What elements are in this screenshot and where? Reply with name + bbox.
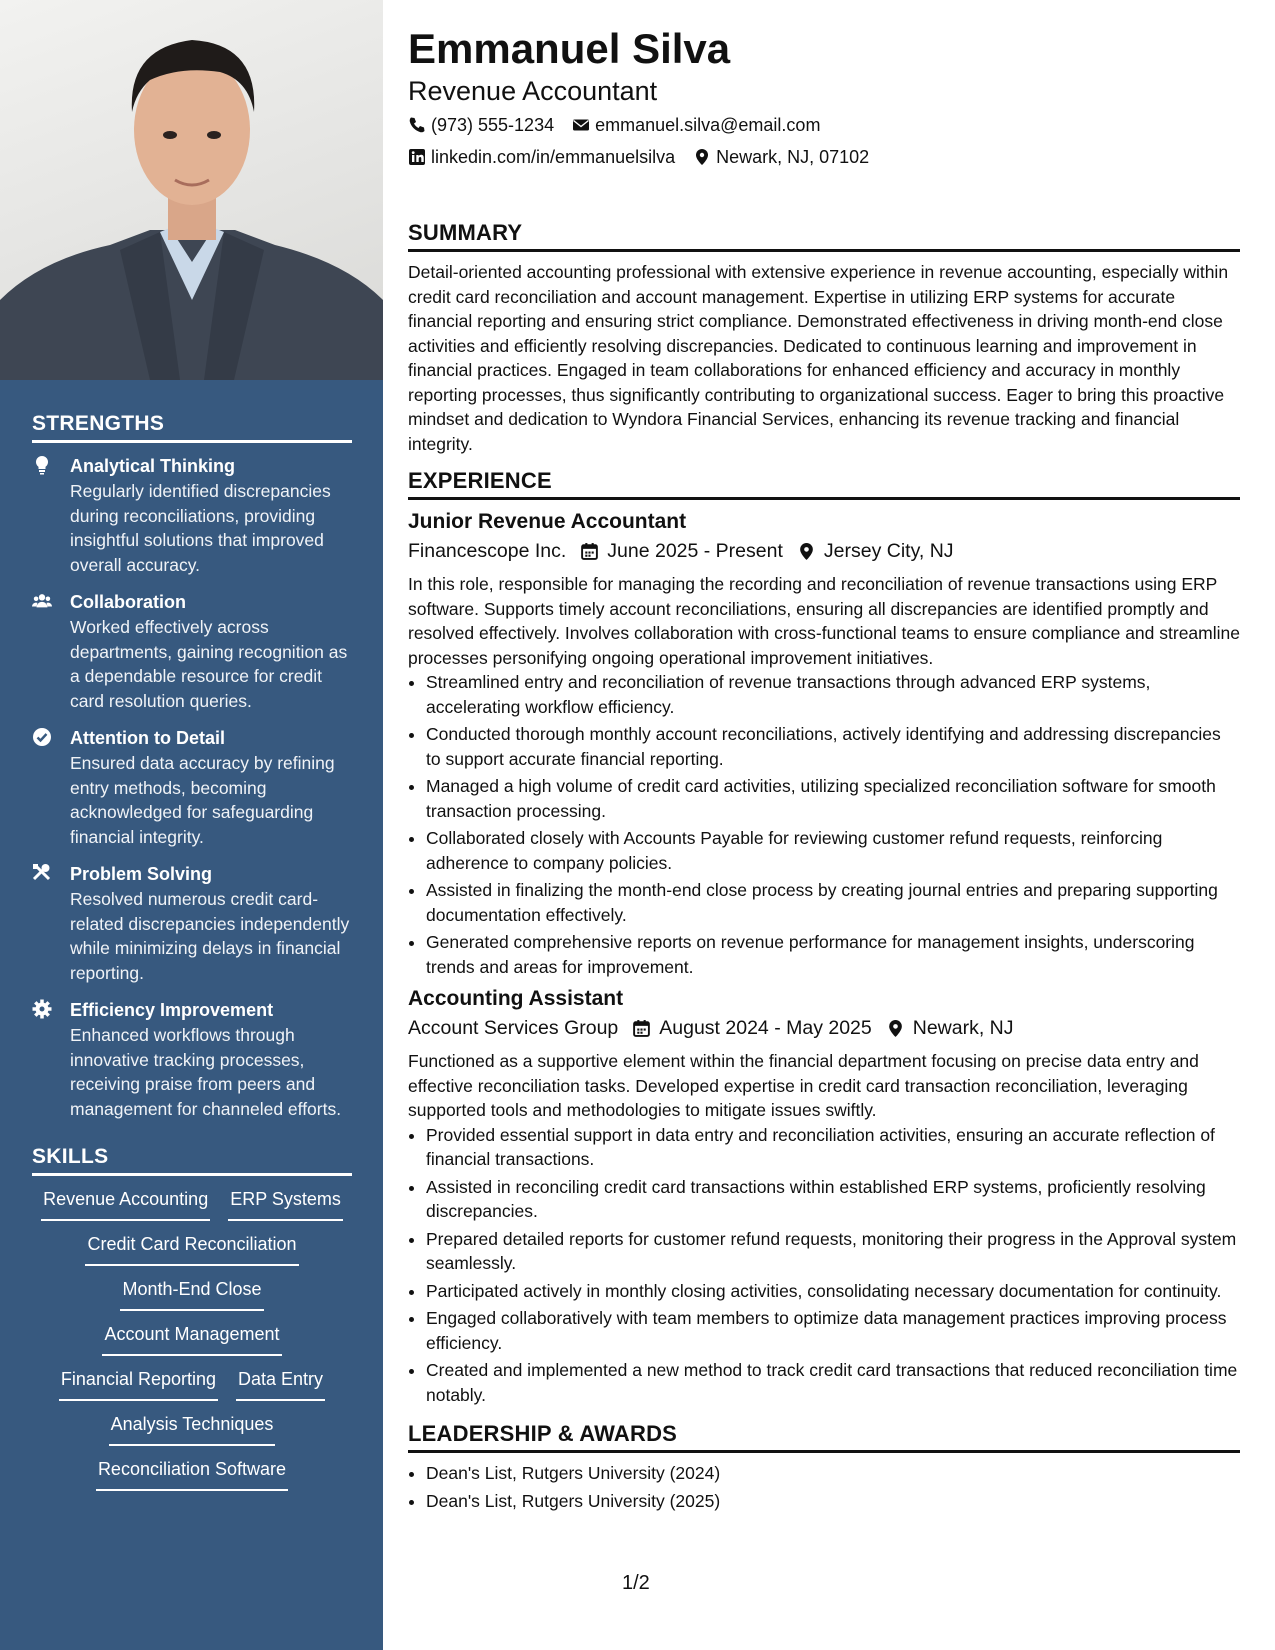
skill-tag: Analysis Techniques [109, 1411, 276, 1446]
strength-item [32, 861, 352, 985]
skill-tag: Revenue Accounting [41, 1186, 210, 1221]
location-contact [693, 142, 869, 172]
award-item: • Dean's List, Rutgers University (2024) [426, 1461, 1240, 1486]
strength-desc: Worked effectively across departments, gaining recognition as a dependable resource for credit card resolution queries. [70, 617, 348, 711]
skills-section [32, 1145, 352, 1491]
skill-tag: Financial Reporting [59, 1366, 218, 1401]
summary-section [408, 220, 1240, 456]
summary-heading: SUMMARY [408, 220, 1240, 252]
candidate-name: Emmanuel Silva [408, 25, 731, 72]
contact-row [408, 110, 1240, 140]
bullet-item: • Assisted in reconciling credit card transactions within established ERP systems, proficiently resolving discrepancies. [426, 1175, 1240, 1224]
skill-tag: Reconciliation Software [96, 1456, 288, 1491]
awards-section [408, 1421, 1240, 1513]
strength-title: Collaboration [70, 592, 186, 612]
strength-desc: Regularly identified discrepancies during reconciliations, providing insightful solutions that improved overall accuracy. [70, 481, 331, 575]
bullet-item: • Collaborated closely with Accounts Payable for reviewing customer refund requests, reinforcing adherence to company policies. [426, 826, 1240, 875]
job-bullets [408, 670, 1240, 979]
job-dates [632, 1013, 871, 1043]
job-location [886, 1013, 1014, 1043]
envelope-icon [572, 116, 590, 134]
job-meta [408, 536, 1240, 566]
bullet-item: • Conducted thorough monthly account reconciliations, actively identifying and addressing discrepancies to support accurate financial reporting. [426, 722, 1240, 771]
job-entry [408, 985, 1240, 1407]
job-description: Functioned as a supportive element within the financial department focusing on precise data entry and effective reconciliation tasks. Developed expertise in credit card transaction reconciliation, leveraging supported tools and methodologies to mitigate issues swiftly. [408, 1051, 1199, 1120]
skill-tag: Account Management [102, 1321, 281, 1356]
job-title: Accounting Assistant [408, 987, 624, 1010]
job-dates-text: August 2024 - May 2025 [659, 1017, 872, 1039]
map-pin-icon [886, 1019, 905, 1038]
skills-heading: SKILLS [32, 1145, 352, 1176]
summary-text: Detail-oriented accounting professional with extensive experience in revenue accounting, especially within credit card reconciliation and account management. Expertise in utilizing ERP systems for accurate financial reporting and ensuring strict compliance. Demonstrated effectiveness in driving month-end close activities and efficiently resolving discrepancies. Dedicated to continuous learning and improvement in financial practices. Engaged in team collaborations for enhanced efficiency and accuracy in monthly reporting processes, thus significantly contributing to organizational success. Eager to bring this proactive mindset and dedication to Wyndora Financial Services, enhancing its revenue tracking and financial integrity. [408, 262, 1229, 454]
lightbulb-icon [32, 453, 70, 577]
users-icon [32, 589, 70, 713]
contact-row [408, 142, 1240, 172]
map-pin-icon [693, 148, 711, 166]
job-title: Junior Revenue Accountant [408, 510, 687, 533]
linkedin-text: linkedin.com/in/emmanuelsilva [431, 147, 676, 167]
candidate-role: Revenue Accountant [408, 76, 658, 106]
job-entry [408, 508, 1240, 979]
page-number: 1/2 [622, 1572, 650, 1594]
calendar-icon [580, 542, 599, 561]
job-dates [580, 536, 783, 566]
linkedin-contact[interactable] [408, 142, 675, 172]
job-description: In this role, responsible for managing the recording and reconciliation of revenue transactions using ERP software. Supports timely account reconciliations, ensuring all discrepancies are identified promptly and resolved effectively. Involves collaboration with cross-functional teams to ensure compliance and streamline processes personifying ongoing operational improvement initiatives. [408, 574, 1240, 668]
bullet-item: • Streamlined entry and reconciliation of revenue transactions through advanced ERP systems, accelerating workflow efficiency. [426, 670, 1240, 719]
job-meta [408, 1013, 1240, 1043]
strength-title: Problem Solving [70, 864, 213, 884]
strength-desc: Ensured data accuracy by refining entry methods, becoming acknowledged for safeguarding financial integrity. [70, 753, 335, 847]
job-company: Account Services Group [408, 1017, 619, 1039]
strength-item [32, 453, 352, 577]
experience-section [408, 468, 1240, 1407]
strength-item [32, 725, 352, 849]
location-text: Newark, NJ, 07102 [716, 147, 870, 167]
tools-icon [32, 861, 70, 985]
email-contact[interactable] [572, 110, 820, 140]
experience-heading: EXPERIENCE [408, 468, 1240, 500]
bullet-item: • Provided essential support in data entry and reconciliation activities, ensuring an accurate reflection of financial transactions. [426, 1123, 1240, 1172]
linkedin-icon [408, 148, 426, 166]
skill-tag: ERP Systems [228, 1186, 343, 1221]
bullet-item: • Generated comprehensive reports on revenue performance for management insights, underscoring trends and areas for improvement. [426, 930, 1240, 979]
job-dates-text: June 2025 - Present [607, 540, 783, 562]
check-circle-icon [32, 725, 70, 849]
bullet-item: • Engaged collaboratively with team members to optimize data management practices improving process efficiency. [426, 1306, 1240, 1355]
skill-tag: Month-End Close [120, 1276, 263, 1311]
strength-title: Analytical Thinking [70, 456, 236, 476]
strength-item [32, 589, 352, 713]
skill-tag: Credit Card Reconciliation [85, 1231, 298, 1266]
phone-icon [408, 116, 426, 134]
bullet-item: • Assisted in finalizing the month-end close process by creating journal entries and preparing supporting documentation effectively. [426, 878, 1240, 927]
bullet-item: • Created and implemented a new method to track credit card transactions that reduced reconciliation time notably. [426, 1358, 1240, 1407]
job-location [797, 536, 954, 566]
job-company: Financescope Inc. [408, 540, 567, 562]
gear-icon [32, 997, 70, 1121]
strength-title: Attention to Detail [70, 728, 225, 748]
phone-text: (973) 555-1234 [431, 115, 555, 135]
main-content [408, 0, 1240, 1516]
job-location-text: Jersey City, NJ [823, 540, 954, 562]
portrait-image [0, 0, 383, 380]
skill-tag: Data Entry [236, 1366, 325, 1401]
strength-desc: Resolved numerous credit card-related discrepancies independently while minimizing delays in financial reporting. [70, 889, 350, 983]
strengths-heading: STRENGTHS [32, 412, 352, 443]
map-pin-icon [797, 542, 816, 561]
email-text: emmanuel.silva@email.com [595, 115, 821, 135]
sidebar [0, 0, 383, 1650]
bullet-item: • Prepared detailed reports for customer refund requests, monitoring their progress in the Approval system seamlessly. [426, 1227, 1240, 1276]
strength-title: Efficiency Improvement [70, 1000, 274, 1020]
bullet-item: • Managed a high volume of credit card activities, utilizing specialized reconciliation software for smooth transaction processing. [426, 774, 1240, 823]
calendar-icon [632, 1019, 651, 1038]
bullet-item: • Participated actively in monthly closing activities, consolidating necessary documentation for continuity. [426, 1279, 1240, 1304]
job-bullets [408, 1123, 1240, 1408]
awards-list [408, 1461, 1240, 1513]
phone-contact[interactable] [408, 110, 554, 140]
strength-item [32, 997, 352, 1121]
award-item: • Dean's List, Rutgers University (2025) [426, 1489, 1240, 1514]
strength-desc: Enhanced workflows through innovative tracking processes, receiving praise from peers and management for channeled efforts. [70, 1025, 342, 1119]
awards-heading: LEADERSHIP & AWARDS [408, 1421, 1240, 1453]
profile-photo [0, 0, 383, 380]
job-location-text: Newark, NJ [912, 1017, 1014, 1039]
